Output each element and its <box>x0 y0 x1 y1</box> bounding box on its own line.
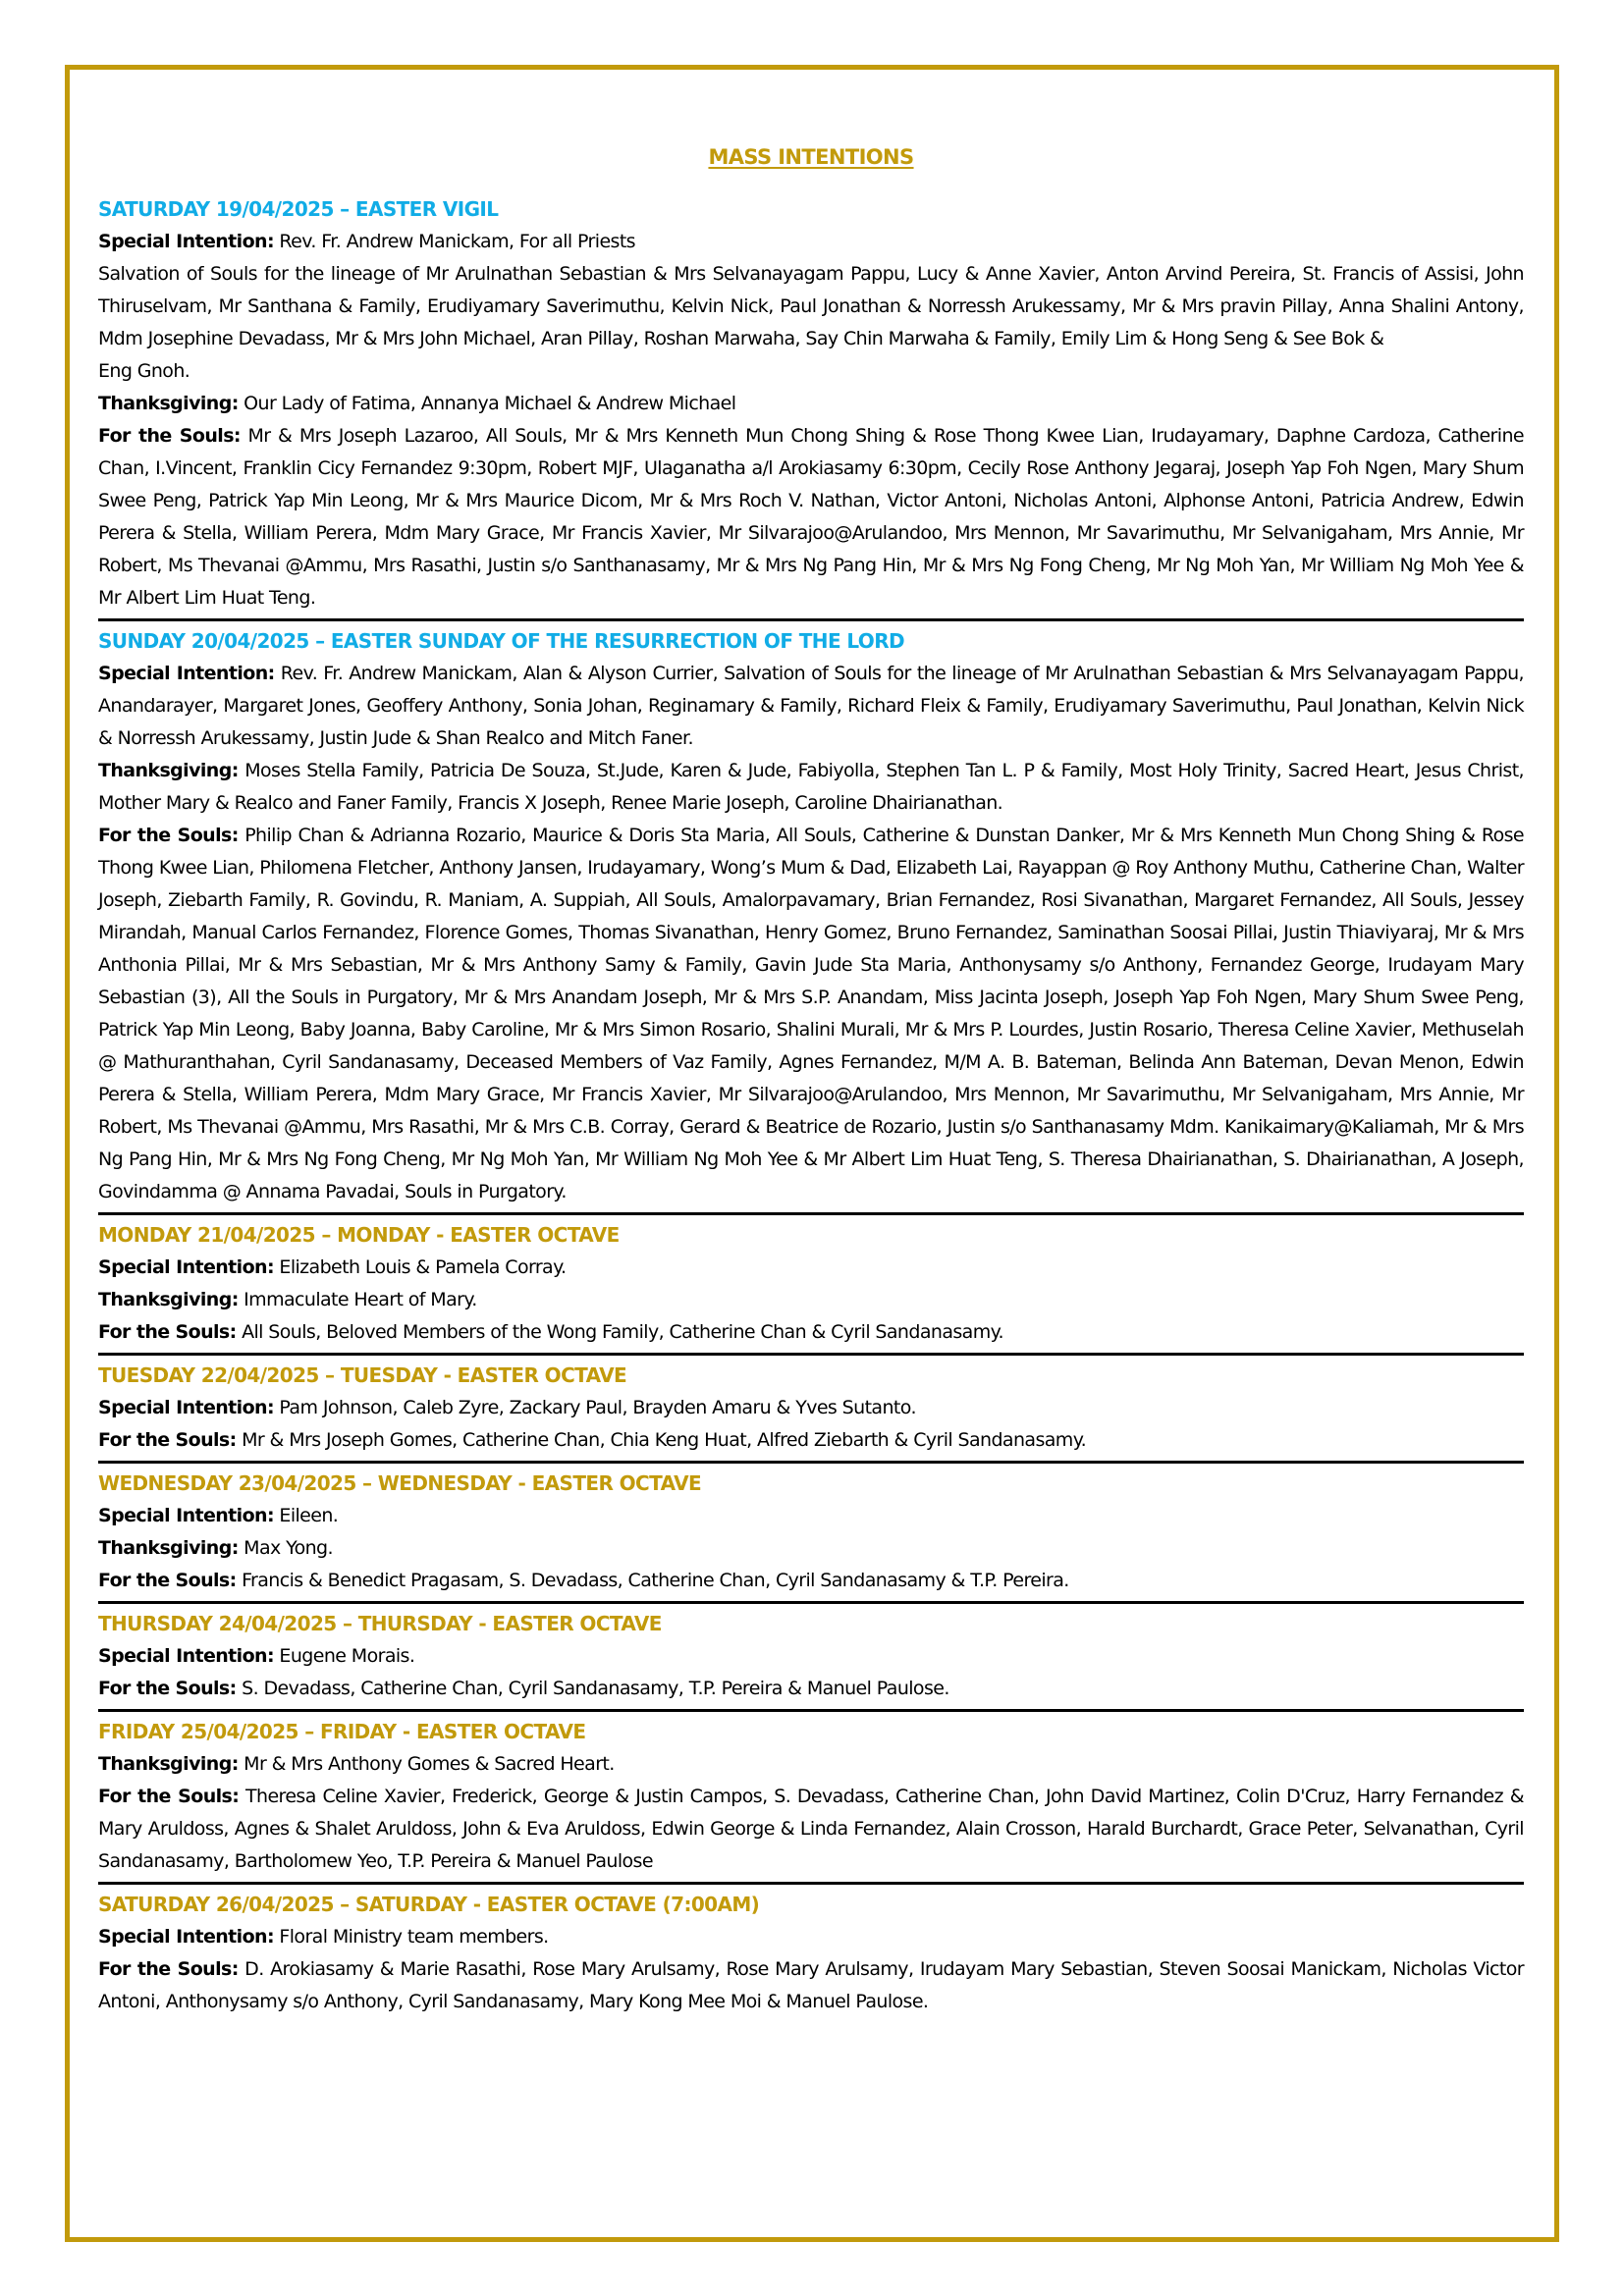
special-intention-text: Pam Johnson, Caleb Zyre, Zackary Paul, Brayden Amaru & Yves Sutanto. <box>279 1397 916 1418</box>
thanksgiving-label: Thanksgiving: <box>98 393 239 414</box>
for-the-souls-text: Mr & Mrs Joseph Gomes, Catherine Chan, Chia Keng Huat, Alfred Ziebarth & Cyril Sandanasamy. <box>242 1429 1087 1451</box>
special-intention-text: Rev. Fr. Andrew Manickam, For all Priests <box>279 231 635 252</box>
for-the-souls-text: D. Arokiasamy & Marie Rasathi, Rose Mary Arulsamy, Rose Mary Arulsamy, Irudayam Mary Sebastian, Steven Soosai Manickam, Nicholas Victor Antoni, Anthonysamy s/o Anthony, Cyril Sandanasamy, Mary Kong Mee Moi & Manuel Paulose. <box>98 1958 1524 2012</box>
for-the-souls <box>98 1673 1524 1705</box>
special-intention-label: Special Intention: <box>98 231 274 252</box>
for-the-souls-label: For the Souls: <box>98 1786 240 1807</box>
salvation-of-souls: Salvation of Souls for the lineage of Mr Arulnathan Sebastian & Mrs Selvanayagam Pappu, Lucy & Anne Xavier, Anton Arvind Pereira, St. Francis of Assisi, John Thiruselvam, Mr Santhana & Family, Erudiyamary Saverimuthu, Kelvin Nick, Paul Jonathan & Norressh Arukessamy, Mr & Mrs pravin Pillay, Anna Shalini Antony, Mdm Josephine Devadass, Mr & Mrs John Michael, Aran Pillay, Roshan Marwaha, Say Chin Marwaha & Family, Emily Lim & Hong Seng & See Bok & <box>98 263 1524 349</box>
special-intention <box>98 1640 1524 1673</box>
special-intention <box>98 1500 1524 1532</box>
special-intention-text: Elizabeth Louis & Pamela Corray. <box>279 1256 567 1278</box>
day-section-monday <box>98 1215 1524 1356</box>
thanksgiving-text: Mr & Mrs Anthony Gomes & Sacred Heart. <box>244 1753 615 1775</box>
special-intention-label: Special Intention: <box>98 1397 274 1418</box>
for-the-souls <box>98 820 1524 1208</box>
thanksgiving-label: Thanksgiving: <box>98 1753 239 1775</box>
thanksgiving <box>98 1748 1524 1781</box>
thanksgiving-text: Max Yong. <box>244 1537 333 1559</box>
for-the-souls <box>98 1424 1524 1457</box>
special-intention-label: Special Intention: <box>98 1505 274 1526</box>
for-the-souls-label: For the Souls: <box>98 425 241 447</box>
for-the-souls <box>98 1316 1524 1349</box>
for-the-souls-text: Philip Chan & Adrianna Rozario, Maurice & Doris Sta Maria, All Souls, Catherine & Dunstan Danker, Mr & Mrs Kenneth Mun Chong Shing & Rose Thong Kwee Lian, Philomena Fletcher, Anthony Jansen, Irudayamary, Wong’s Mum & Dad, Elizabeth Lai, Rayappan @ Roy Anthony Muthu, Catherine Chan, Walter Joseph, Ziebarth Family, R. Govindu, R. Maniam, A. Suppiah, All Souls, Amalorpavamary, Brian Fernandez, Rosi Sivanathan, Margaret Fernandez, All Souls, Jessey Mirandah, Manual Carlos Fernandez, Florence Gomes, Thomas Sivanathan, Henry Gomez, Bruno Fernandez, Saminathan Soosai Pillai, Justin Thiaviyaraj, Mr & Mrs Anthonia Pillai, Mr & Mrs Sebastian, Mr & Mrs Anthony Samy & Family, Gavin Jude Sta Maria, Anthonysamy s/o Anthony, Fernandez George, Irudayam Mary Sebastian (3), All the Souls in Purgatory, Mr & Mrs Anandam Joseph, Mr & Mrs S.P. Anandam, Miss Jacinta Joseph, Joseph Yap Foh Ngen, Mary Shum Swee Peng, Patrick Yap Min Leong, Baby Joanna, Baby Caroline, Mr & Mrs Simon Rosario, Shalini Murali, Mr & Mrs P. Lourdes, Justin Rosario, Theresa Celine Xavier, Methuselah @ Mathuranthahan, Cyril Sandanasamy, Deceased Members of Vaz Family, Agnes Fernandez, M/M A. B. Bateman, Belinda Ann Bateman, Devan Menon, Edwin Perera & Stella, William Perera, Mdm Mary Grace, Mr Francis Xavier, Mr Silvarajoo@Arulandoo, Mrs Mennon, Mr Savarimuthu, Mr Selvanigaham, Mrs Annie, Mr Robert, Ms Thevanai @Ammu, Mrs Rasathi, Mr & Mrs C.B. Corray, Gerard & Beatrice de Rozario, Justin s/o Santhanasamy Mdm. Kanikaimary@Kaliamah, Mr & Mrs Ng Pang Hin, Mr & Mrs Ng Fong Cheng, Mr Ng Moh Yan, Mr William Ng Moh Yee & Mr Albert Lim Huat Teng, S. Theresa Dhairianathan, S. Dhairianathan, A Joseph, Govindamma @ Annama Pavadai, Souls in Purgatory. <box>98 825 1524 1202</box>
for-the-souls <box>98 1953 1524 2018</box>
special-intention-label: Special Intention: <box>98 1645 274 1667</box>
day-heading: SATURDAY 26/04/2025 – SATURDAY - EASTER OCTAVE (7:00AM) <box>98 1893 760 1916</box>
day-section-wednesday <box>98 1464 1524 1604</box>
for-the-souls-label: For the Souls: <box>98 1958 239 1980</box>
special-intention-label: Special Intention: <box>98 1256 274 1278</box>
special-intention-text: Rev. Fr. Andrew Manickam, Alan & Alyson Currier, Salvation of Souls for the lineage of Mr Arulnathan Sebastian & Mrs Selvanayagam Pappu, Anandarayer, Margaret Jones, Geoffery Anthony, Sonia Johan, Reginamary & Family, Richard Fleix & Family, Erudiyamary Saverimuthu, Paul Jonathan, Kelvin Nick & Norressh Arukessamy, Justin Jude & Shan Realco and Mitch Faner. <box>98 663 1524 749</box>
day-section-easter-sunday <box>98 621 1524 1215</box>
special-intention <box>98 1921 1524 1953</box>
thanksgiving <box>98 1284 1524 1316</box>
for-the-souls-text: S. Devadass, Catherine Chan, Cyril Sandanasamy, T.P. Pereira & Manuel Paulose. <box>242 1678 949 1699</box>
thanksgiving-label: Thanksgiving: <box>98 760 239 781</box>
for-the-souls-label: For the Souls: <box>98 1429 237 1451</box>
thanksgiving <box>98 755 1524 820</box>
special-intention <box>98 1252 1524 1284</box>
for-the-souls-label: For the Souls: <box>98 1321 237 1343</box>
thanksgiving <box>98 1532 1524 1565</box>
day-heading: TUESDAY 22/04/2025 – TUESDAY - EASTER OCTAVE <box>98 1363 627 1387</box>
for-the-souls <box>98 420 1524 614</box>
day-section-saturday-easter-vigil <box>98 189 1524 621</box>
day-section-tuesday <box>98 1356 1524 1464</box>
day-heading: SATURDAY 19/04/2025 – EASTER VIGIL <box>98 197 499 221</box>
salvation-of-souls-end: Eng Gnoh. <box>98 360 190 382</box>
special-intention-text: Eileen. <box>279 1505 339 1526</box>
for-the-souls <box>98 1565 1524 1597</box>
thanksgiving-text: Immaculate Heart of Mary. <box>244 1289 477 1310</box>
page-title: MASS INTENTIONS <box>708 145 914 169</box>
day-section-thursday <box>98 1604 1524 1712</box>
special-intention-text: Floral Ministry team members. <box>279 1926 549 1948</box>
day-heading: THURSDAY 24/04/2025 – THURSDAY - EASTER OCTAVE <box>98 1612 662 1635</box>
special-intention <box>98 658 1524 755</box>
thanksgiving-text: Our Lady of Fatima, Annanya Michael & Andrew Michael <box>244 393 736 414</box>
for-the-souls-text: Mr & Mrs Joseph Lazaroo, All Souls, Mr & Mrs Kenneth Mun Chong Shing & Rose Thong Kwee Lian, Irudayamary, Daphne Cardoza, Catherine Chan, I.Vincent, Franklin Cicy Fernandez 9:30pm, Robert MJF, Ulaganatha a/l Arokiasamy 6:30pm, Cecily Rose Anthony Jegaraj, Joseph Yap Foh Ngen, Mary Shum Swee Peng, Patrick Yap Min Leong, Mr & Mrs Maurice Dicom, Mr & Mrs Roch V. Nathan, Victor Antoni, Nicholas Antoni, Alphonse Antoni, Patricia Andrew, Edwin Perera & Stella, William Perera, Mdm Mary Grace, Mr Francis Xavier, Mr Silvarajoo@Arulandoo, Mrs Mennon, Mr Savarimuthu, Mr Selvanigaham, Mrs Annie, Mr Robert, Ms Thevanai @Ammu, Mrs Rasathi, Justin s/o Santhanasamy, Mr & Mrs Ng Pang Hin, Mr & Mrs Ng Fong Cheng, Mr Ng Moh Yan, Mr William Ng Moh Yee & Mr Albert Lim Huat Teng. <box>98 425 1524 609</box>
special-intention-label: Special Intention: <box>98 1926 274 1948</box>
day-section-saturday-octave <box>98 1885 1524 2022</box>
thanksgiving-label: Thanksgiving: <box>98 1537 239 1559</box>
for-the-souls-text: Francis & Benedict Pragasam, S. Devadass, Catherine Chan, Cyril Sandanasamy & T.P. Pereira. <box>242 1570 1069 1591</box>
for-the-souls-text: All Souls, Beloved Members of the Wong Family, Catherine Chan & Cyril Sandanasamy. <box>242 1321 1003 1343</box>
special-intention-label: Special Intention: <box>98 663 275 684</box>
for-the-souls-label: For the Souls: <box>98 825 239 846</box>
mass-intentions-document <box>98 141 1524 2022</box>
for-the-souls-text: Theresa Celine Xavier, Frederick, George & Justin Campos, S. Devadass, Catherine Chan, John David Martinez, Colin D'Cruz, Harry Fernandez & Mary Aruldoss, Agnes & Shalet Aruldoss, John & Eva Aruldoss, Edwin George & Linda Fernandez, Alain Crosson, Harald Burchardt, Grace Peter, Selvanathan, Cyril Sandanasamy, Bartholomew Yeo, T.P. Pereira & Manuel Paulose <box>98 1786 1524 1872</box>
for-the-souls-label: For the Souls: <box>98 1570 237 1591</box>
day-heading: FRIDAY 25/04/2025 – FRIDAY - EASTER OCTAVE <box>98 1720 586 1743</box>
day-heading: WEDNESDAY 23/04/2025 – WEDNESDAY - EASTER OCTAVE <box>98 1471 702 1495</box>
for-the-souls <box>98 1781 1524 1878</box>
for-the-souls-label: For the Souls: <box>98 1678 237 1699</box>
special-intention-text: Eugene Morais. <box>279 1645 415 1667</box>
thanksgiving-text: Moses Stella Family, Patricia De Souza, St.Jude, Karen & Jude, Fabiyolla, Stephen Tan L. P & Family, Most Holy Trinity, Sacred Heart, Jesus Christ, Mother Mary & Realco and Faner Family, Francis X Joseph, Renee Marie Joseph, Caroline Dhairianathan. <box>98 760 1524 814</box>
day-heading: MONDAY 21/04/2025 – MONDAY - EASTER OCTAVE <box>98 1223 620 1247</box>
thanksgiving <box>98 388 1524 420</box>
special-intention <box>98 1392 1524 1424</box>
special-intention <box>98 226 1524 258</box>
day-heading: SUNDAY 20/04/2025 – EASTER SUNDAY OF THE RESURRECTION OF THE LORD <box>98 629 905 653</box>
day-section-friday <box>98 1712 1524 1885</box>
thanksgiving-label: Thanksgiving: <box>98 1289 239 1310</box>
